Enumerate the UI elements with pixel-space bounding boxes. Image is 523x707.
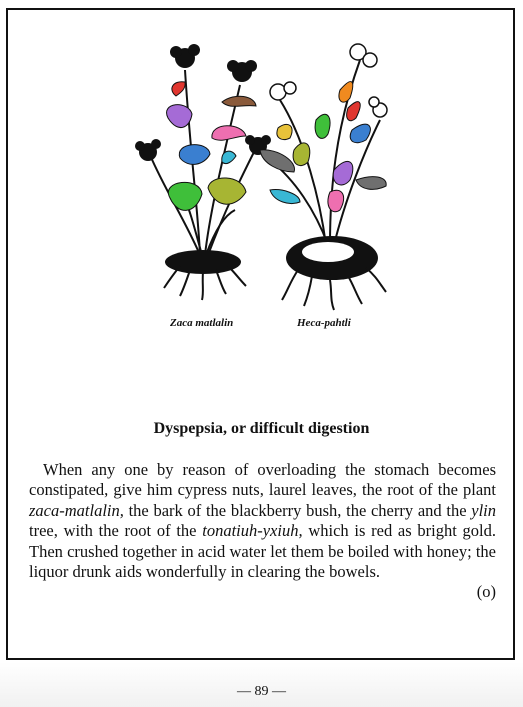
leaf-orange [339, 82, 353, 103]
leaf-gray-2 [356, 177, 386, 190]
leaf-purple-right [333, 161, 353, 185]
leaf-purple [167, 105, 192, 128]
plant-name-ylin: ylin [471, 500, 496, 520]
leaf-pink-right [328, 190, 344, 212]
page-number: — 89 — [237, 684, 286, 699]
leaf-yellow [277, 124, 292, 139]
leaf-cyan [222, 151, 236, 163]
leaf-olive-right [293, 143, 310, 166]
body-paragraph [29, 460, 496, 603]
body-text-2: the bark of the blackberry bush, the cherry and the [123, 500, 472, 520]
leaf-gray [260, 150, 295, 172]
plant-name-zaca-matlalin: zaca-matlalin, [29, 500, 124, 520]
plant-zaca-matlalin [135, 44, 271, 300]
body-text-3: tree, with the root of the [29, 521, 203, 541]
leaf-red-right [347, 102, 360, 121]
plant-name-tonatiuh-yxiuh: tonatiuh-yxiuh, [202, 521, 303, 541]
caption-heca-pahtli: Heca-pahtli [297, 317, 351, 329]
leaf-cyan-right [270, 190, 300, 204]
body-text-4: which is red as bright gold. Then crushed together in acid water let them be boiled with honey; the liquor drunk aids wonderfully in clearing the bowels. [29, 521, 497, 582]
caption-zaca-matlalin: Zaca matlalin [170, 317, 234, 329]
section-marker: (o) [476, 582, 496, 602]
leaf-brown [222, 96, 256, 106]
body-text-1: When any one by reason of overloading the stomach becomes constipated, give him cypress nuts, laurel leaves, the root of the plant [29, 460, 496, 500]
leaf-pink [212, 126, 246, 140]
section-heading: Dyspepsia, or difficult digestion [153, 420, 370, 437]
plant-heca-pahtli [260, 44, 387, 310]
leaf-blue [179, 145, 210, 165]
leaf-blue-right [350, 124, 370, 143]
botanical-illustration [130, 30, 400, 340]
leaf-red [172, 82, 185, 96]
leaf-green-right [315, 114, 330, 138]
